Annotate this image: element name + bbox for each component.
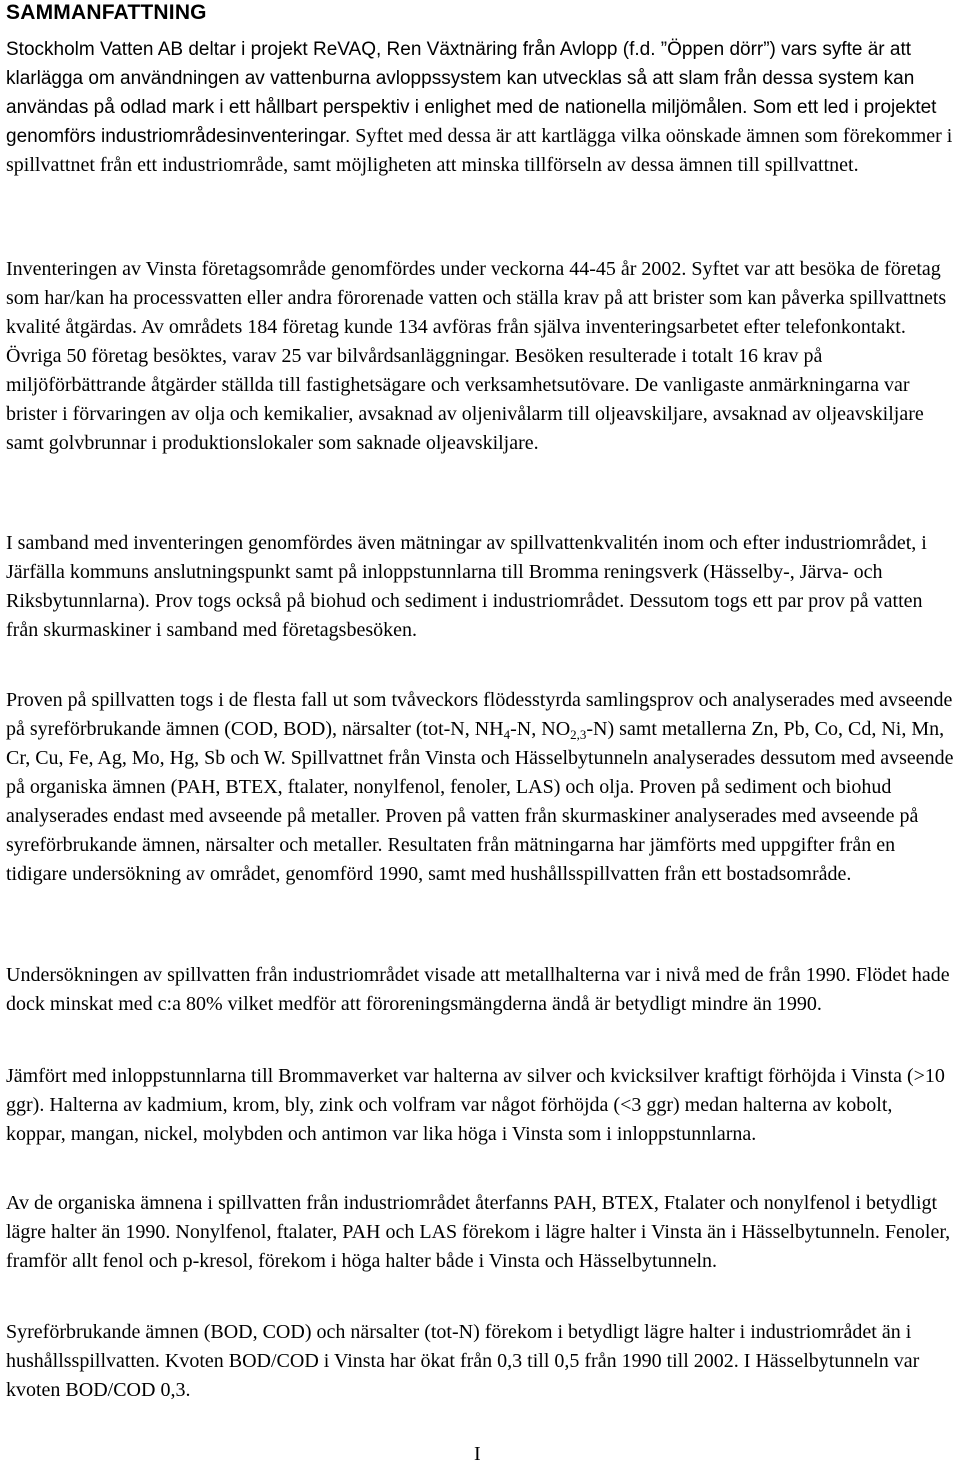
subscript-nh4: 4 <box>503 727 511 742</box>
subscript-no23: 2,3 <box>570 727 587 742</box>
paragraph-inventory: Inventeringen av Vinsta företagsområde genomfördes under veckorna 44-45 år 2002. Syftet var att besöka de företag som har/kan ha processvatten eller andra förorenade vatten och ställa krav på att brister som kan påverka spillvattnets kvalité åtgärdas. Av områdets 184 företag kunde 134 avföras från själva inventeringsarbetet efter telefonkontakt. Övriga 50 företag besöktes, varav 25 var bilvårdsanläggningar. Besöken resulterade i totalt 16 krav på miljöförbättrande åtgärder ställda till fastighetsägare och verksamhetsutövare. De vanligaste anmärkningarna var brister i förvaringen av olja och kemikalier, avsaknad av oljenivålarm till oljeavskiljare, avsaknad av oljeavskiljare samt golvbrunnar i produktionslokaler som saknade oljeavskiljare. <box>6 258 947 454</box>
paragraph-oxygen-demand: Syreförbrukande ämnen (BOD, COD) och närsalter (tot-N) förekom i betydligt lägre halter i industriområdet än i hushållsspillvatten. Kvoten BOD/COD i Vinsta har ökat från 0,3 till 0,5 från 1990 till 2002. I Hässelbytunneln var kvoten BOD/COD 0,3. <box>6 1321 920 1401</box>
paragraph-metals-1990: Undersökningen av spillvatten från industriområdet visade att metallhalterna var i nivå med de från 1990. Flödet hade dock minskat med c:a 80% vilket medför att föroreningsmängderna ändå är betydligt mindre än 1990. <box>6 964 950 1015</box>
document-page <box>6 0 956 1401</box>
paragraph-measurements: I samband med inventeringen genomfördes även mätningar av spillvattenkvalitén inom och efter industriområdet, i Järfälla kommuns anslutningspunkt samt på inloppstunnlarna till Bromma reningsverk (Hässelby-, Järva- och Riksbytunnlarna). Prov togs också på biohud och sediment i industriområdet. Dessutom togs ett par prov på vatten från skurmaskiner i samband med företagsbesöken. <box>6 532 927 641</box>
paragraph-organics: Av de organiska ämnena i spillvatten från industriområdet återfanns PAH, BTEX, Ftalater och nonylfenol i betydligt lägre halter än 1990. Nonylfenol, ftalater, PAH och LAS förekom i lägre halter i Vinsta än i Hässelbytunneln. Fenoler, framför allt fenol och p-kresol, förekom i höga halter både i Vinsta och Hässelbytunneln. <box>6 1192 951 1272</box>
sampling-text-a: Proven på spillvatten togs i de flesta fall ut som tvåveckors flödesstyrda samlingsprov och analyserades med avseende på syreförbrukande ämnen (COD, BOD), närsalter (tot-N, NH <box>6 689 953 740</box>
summary-heading: SAMMANFATTNING <box>6 1 207 24</box>
sampling-text-b: -N, NO <box>510 718 571 740</box>
intro-serif-text: Syftet med dessa är att kartlägga vilka oönskade ämnen som förekommer i spillvattnet från ett industriområde, samt möjligheten att minska tillförseln av dessa ämnen till spillvattnet. <box>6 125 953 176</box>
page-number: I <box>474 1443 481 1465</box>
paragraph-tunnel-comparison: Jämfört med inloppstunnlarna till Brommaverket var halterna av silver och kvicksilver kraftigt förhöjda i Vinsta (>10 ggr). Halterna av kadmium, krom, bly, zink och volfram var något förhöjda (<3 ggr) medan halterna av kobolt, koppar, mangan, nickel, molybden och antimon var lika höga i Vinsta som i inloppstunnlarna. <box>6 1065 945 1145</box>
paragraph-intro <box>6 35 956 180</box>
paragraph-sampling <box>6 686 956 889</box>
sampling-text-c: -N) samt metallerna Zn, Pb, Co, Cd, Ni, Mn, Cr, Cu, Fe, Ag, Mo, Hg, Sb och W. Spillvattnet från Vinsta och Hässelbytunneln analyserades dessutom med avseende på organiska ämnen (PAH, BTEX, ftalater, nonylfenol, fenoler, LAS) och olja. Proven på sediment och biohud analyserades endast med avseende på metaller. Proven på vatten från skurmaskiner analyserades med avseende på syreförbrukande ämnen, närsalter och metaller. Resultaten från mätningarna har jämförts med uppgifter från en tidigare undersökning av området, genomförd 1990, samt med hushållsspillvatten från ett bostadsområde. <box>6 718 954 885</box>
intro-sans-text: Stockholm Vatten AB deltar i projekt ReVAQ, Ren Växtnäring från Avlopp (f.d. ”Öppen dörr”) vars syfte är att klarlägga om användningen av vattenburna avloppssystem kan utvecklas så att slam från dessa system kan användas på odlad mark i ett hållbart perspektiv i enlighet med de nationella miljömålen. Som ett led i projektet genomförs industriområdesinventeringar. <box>6 39 937 147</box>
